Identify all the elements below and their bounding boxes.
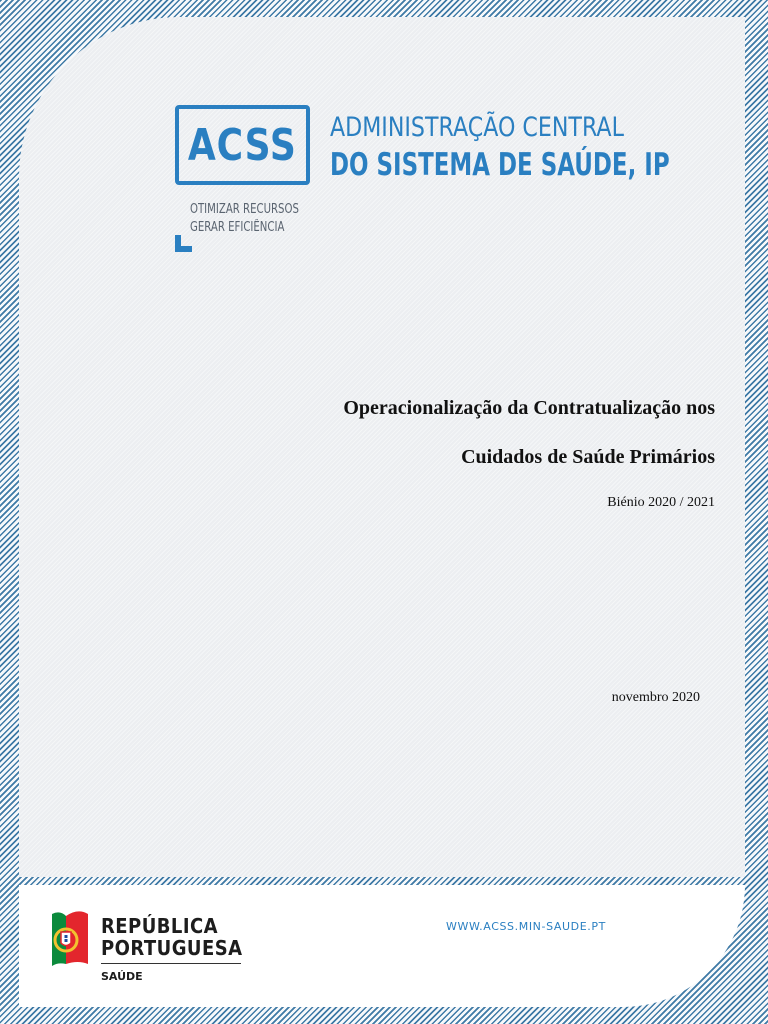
acss-logo — [175, 105, 310, 185]
logo-corner-mark-icon — [175, 235, 192, 252]
document-title-line2: Cuidados de Saúde Primários — [461, 446, 715, 468]
document-title-line1: Operacionalização da Contratualização nos — [343, 397, 715, 419]
document-biennium: Biénio 2020 / 2021 — [607, 495, 715, 510]
logo-tagline-line2: GERAR EFICIÊNCIA — [190, 220, 285, 235]
logo-name-line2: DO SISTEMA DE SAÚDE, IP — [330, 147, 670, 183]
footer-divider — [101, 963, 241, 964]
logo-acronym: ACSS — [188, 119, 297, 171]
portuguese-republic-emblem-icon — [50, 910, 90, 968]
republic-name-line1: REPÚBLICA — [101, 914, 219, 938]
logo-tagline-line1: OTIMIZAR RECURSOS — [190, 202, 299, 217]
website-link[interactable]: WWW.ACSS.MIN-SAUDE.PT — [446, 920, 606, 933]
republic-name-line2: PORTUGUESA — [101, 936, 243, 960]
ministry-label: SAÚDE — [101, 970, 143, 983]
document-date: novembro 2020 — [611, 690, 700, 705]
logo-name-line1: ADMINISTRAÇÃO CENTRAL — [330, 112, 624, 143]
